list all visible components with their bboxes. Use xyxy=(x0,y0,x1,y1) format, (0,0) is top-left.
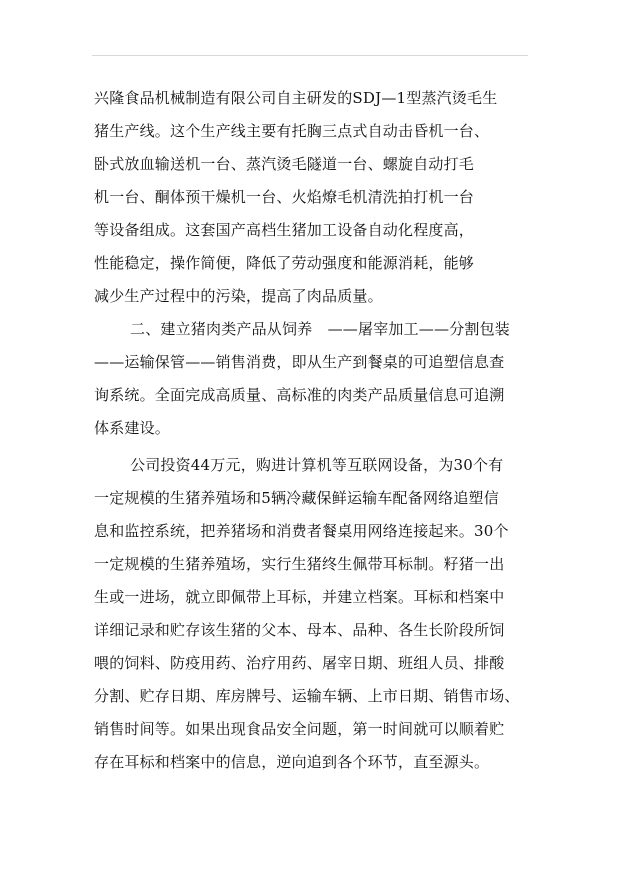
text-line-2: 猪生产线。这个生产线主要有托胸三点式自动击昏机一台、 xyxy=(94,122,490,140)
text-line-7: 减少生产过程中的污染，提高了肉品质量。 xyxy=(94,287,383,305)
text-line-15: 一定规模的生猪养殖场，实行生猪终生佩带耳标制。籽猪一出 xyxy=(94,555,505,573)
text-line-18: 喂的饲料、防疫用药、治疗用药、屠宰日期、班组人员、排酸 xyxy=(94,654,505,672)
paragraph-start-line: 公司投资44万元，购进计算机等互联网设备，为30个有 xyxy=(130,456,504,474)
text-line-14: 息和监控系统，把养猪场和消费者餐桌用网络连接起来。30个 xyxy=(94,522,509,540)
text-line-5: 等设备组成。这套国产高档生猪加工设备自动化程度高， xyxy=(94,221,475,239)
text-line-9: ——运输保管——销售消费，即从生产到餐桌的可追塑信息查 xyxy=(94,353,505,371)
text-line-19: 分割、贮存日期、库房牌号、运输车辆、上市日期、销售市场、 xyxy=(94,687,520,705)
text-line-20: 销售时间等。如果出现食品安全问题，第一时间就可以顺着贮 xyxy=(94,720,505,738)
text-line-21: 存在耳标和档案中的信息，逆向追到各个环节，直至源头。 xyxy=(94,753,490,771)
header-rule xyxy=(92,55,528,56)
text-line-1: 兴隆食品机械制造有限公司自主研发的SDJ—1型蒸汽烫毛生 xyxy=(94,89,498,107)
text-line-10: 询系统。全面完成高质量、高标准的肉类产品质量信息可追溯 xyxy=(94,386,505,404)
text-line-11: 体系建设。 xyxy=(94,419,171,437)
text-line-16: 生或一进场，就立即佩带上耳标，并建立档案。耳标和档案中 xyxy=(94,588,505,606)
text-line-6: 性能稳定，操作简便，降低了劳动强度和能源消耗，能够 xyxy=(94,254,475,272)
text-line-13: 一定规模的生猪养殖场和5辆冷藏保鲜运输车配备网络追塑信 xyxy=(94,489,499,507)
text-line-4: 机一台、酮体预干燥机一台、火焰燎毛机清洗拍打机一台 xyxy=(94,188,475,206)
section-heading-line: 二、建立猪肉类产品从饲养 ——屠宰加工——分割包装 xyxy=(130,320,511,338)
text-line-17: 详细记录和贮存该生猪的父本、母本、品种、各生长阶段所饲 xyxy=(94,621,505,639)
text-line-3: 卧式放血输送机一台、蒸汽烫毛隧道一台、螺旋自动打毛 xyxy=(94,155,475,173)
